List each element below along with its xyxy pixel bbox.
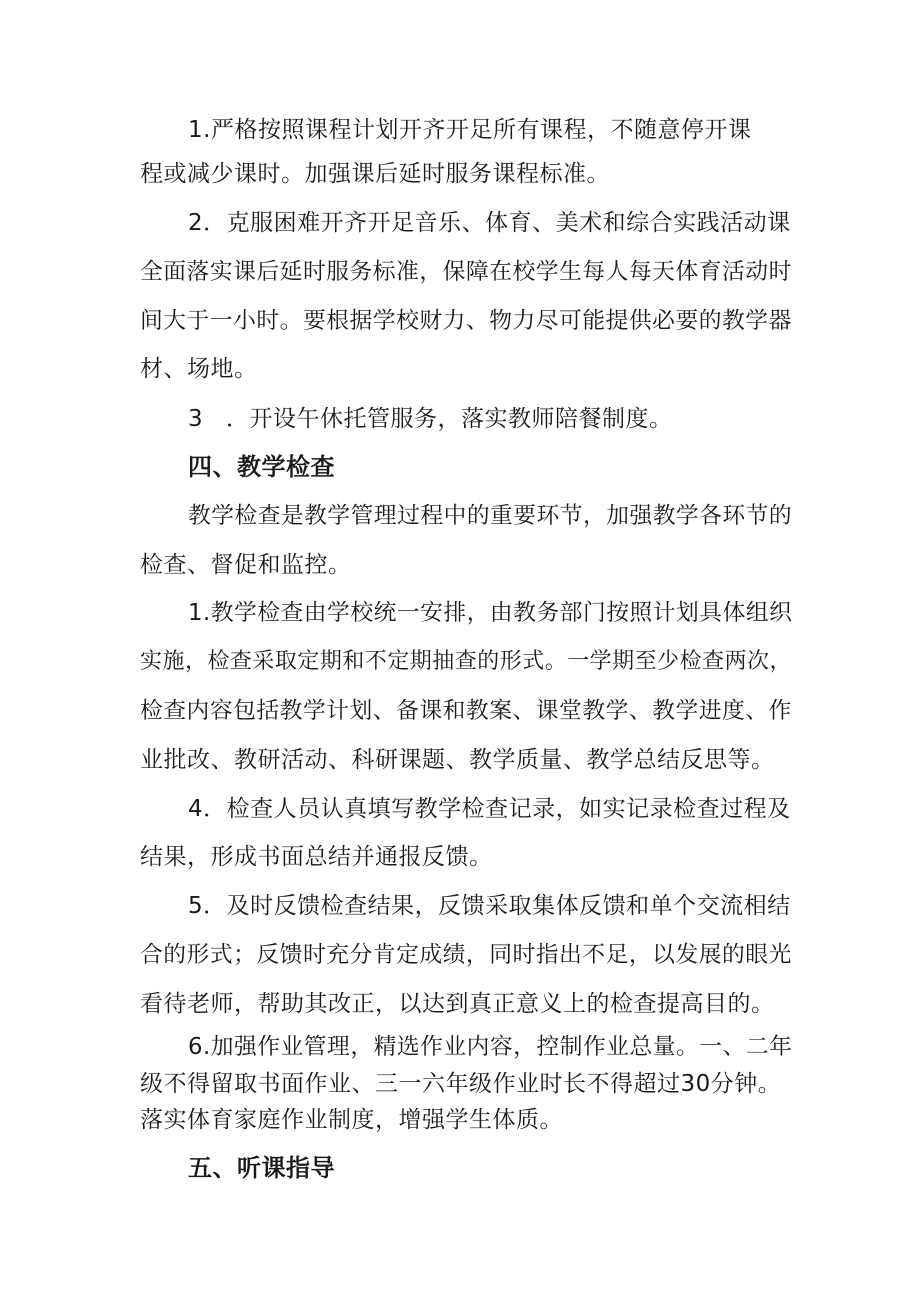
paragraph-line: 1.教学检查由学校统一安排，由教务部门按照计划具体组织 bbox=[188, 600, 793, 626]
paragraph-line: 2．克服困难开齐开足音乐、体育、美术和综合实践活动课 bbox=[188, 210, 791, 236]
paragraph-line: 1.严格按照课程计划开齐开足所有课程，不随意停开课 bbox=[188, 117, 752, 143]
paragraph-line: 程或减少课时。加强课后延时服务课程标准。 bbox=[140, 161, 610, 187]
paragraph-line: 业批改、教研活动、科研课题、教学质量、教学总结反思等。 bbox=[140, 747, 775, 773]
paragraph-line: 检查、督促和监控。 bbox=[140, 552, 352, 578]
paragraph-line bbox=[188, 403, 673, 435]
list-text: ．开设午休托管服务，落实教师陪餐制度。 bbox=[226, 406, 673, 432]
paragraph-line: 全面落实课后延时服务标准，保障在校学生每人每天体育活动时 bbox=[140, 259, 792, 285]
paragraph-line: 间大于一小时。要根据学校财力、物力尽可能提供必要的教学器 bbox=[140, 308, 792, 334]
list-number: 3 bbox=[188, 406, 204, 432]
paragraph-line: 材、场地。 bbox=[140, 356, 258, 382]
paragraph-line: 实施，检查采取定期和不定期抽查的形式。一学期至少检查两次， bbox=[140, 649, 793, 674]
paragraph-line: 合的形式；反馈时充分肯定成绩，同时指出不足，以发展的眼光 bbox=[140, 942, 792, 968]
paragraph-line: 级不得留取书面作业、三一六年级作业时长不得超过30分钟。 bbox=[140, 1071, 782, 1097]
section-heading: 四、教学检查 bbox=[188, 453, 335, 481]
paragraph-line: 4．检查人员认真填写教学检查记录，如实记录检查过程及 bbox=[188, 796, 791, 822]
paragraph-line: 看待老师，帮助其改正，以达到真正意义上的检查提高目的。 bbox=[140, 991, 775, 1017]
paragraph-line: 6.加强作业管理，精选作业内容，控制作业总量。一、二年 bbox=[188, 1034, 793, 1060]
paragraph-line: 落实体育家庭作业制度，增强学生体质。 bbox=[140, 1107, 563, 1133]
paragraph-line: 5．及时反馈检查结果，反馈采取集体反馈和单个交流相结 bbox=[188, 893, 791, 919]
paragraph-line: 结果，形成书面总结并通报反馈。 bbox=[140, 844, 493, 870]
paragraph-line: 教学检查是教学管理过程中的重要环节，加强教学各环节的 bbox=[188, 503, 793, 529]
section-heading: 五、听课指导 bbox=[188, 1154, 335, 1182]
paragraph-line: 检查内容包括教学计划、备课和教案、课堂教学、教学进度、作 bbox=[140, 698, 792, 724]
